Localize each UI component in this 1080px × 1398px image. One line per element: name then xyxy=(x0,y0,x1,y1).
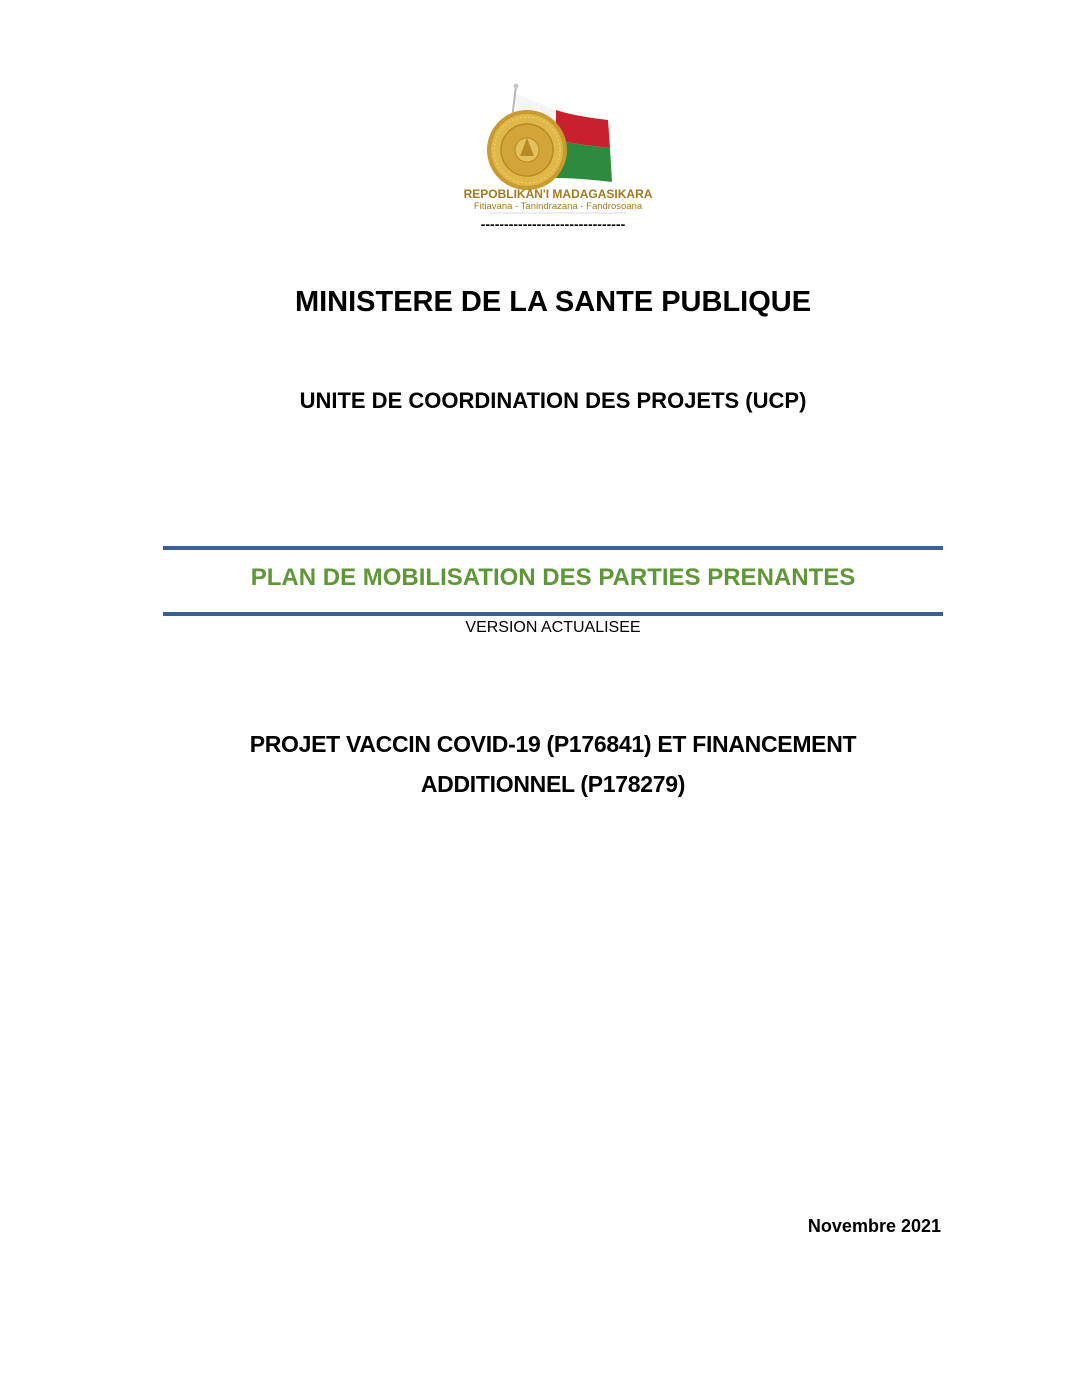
seal-and-flag-icon xyxy=(430,82,690,217)
version-label: VERSION ACTUALISEE xyxy=(465,619,641,636)
bottom-rule xyxy=(163,612,943,616)
unit-title: UNITE DE COORDINATION DES PROJETS (UCP) xyxy=(299,388,807,413)
madagascar-emblem-logo xyxy=(430,82,690,217)
document-date: Novembre 2021 xyxy=(807,1216,941,1236)
separator-dashes: ------------------------------- xyxy=(480,216,626,232)
plan-title: PLAN DE MOBILISATION DES PARTIES PRENANTES xyxy=(250,564,856,591)
project-title-line-1: PROJET VACCIN COVID-19 (P176841) ET FINANCEMENT xyxy=(249,731,857,757)
project-title xyxy=(0,724,1080,804)
emblem-name-text: REPOBLIKAN'I MADAGASIKARA xyxy=(463,187,653,201)
project-title-line-2: ADDITIONNEL (P178279) xyxy=(420,771,686,797)
emblem-motto-text: Fitiavana - Tanindrazana - Fandrosoana xyxy=(473,201,643,212)
top-rule xyxy=(163,546,943,550)
ministry-title: MINISTERE DE LA SANTE PUBLIQUE xyxy=(294,286,812,318)
